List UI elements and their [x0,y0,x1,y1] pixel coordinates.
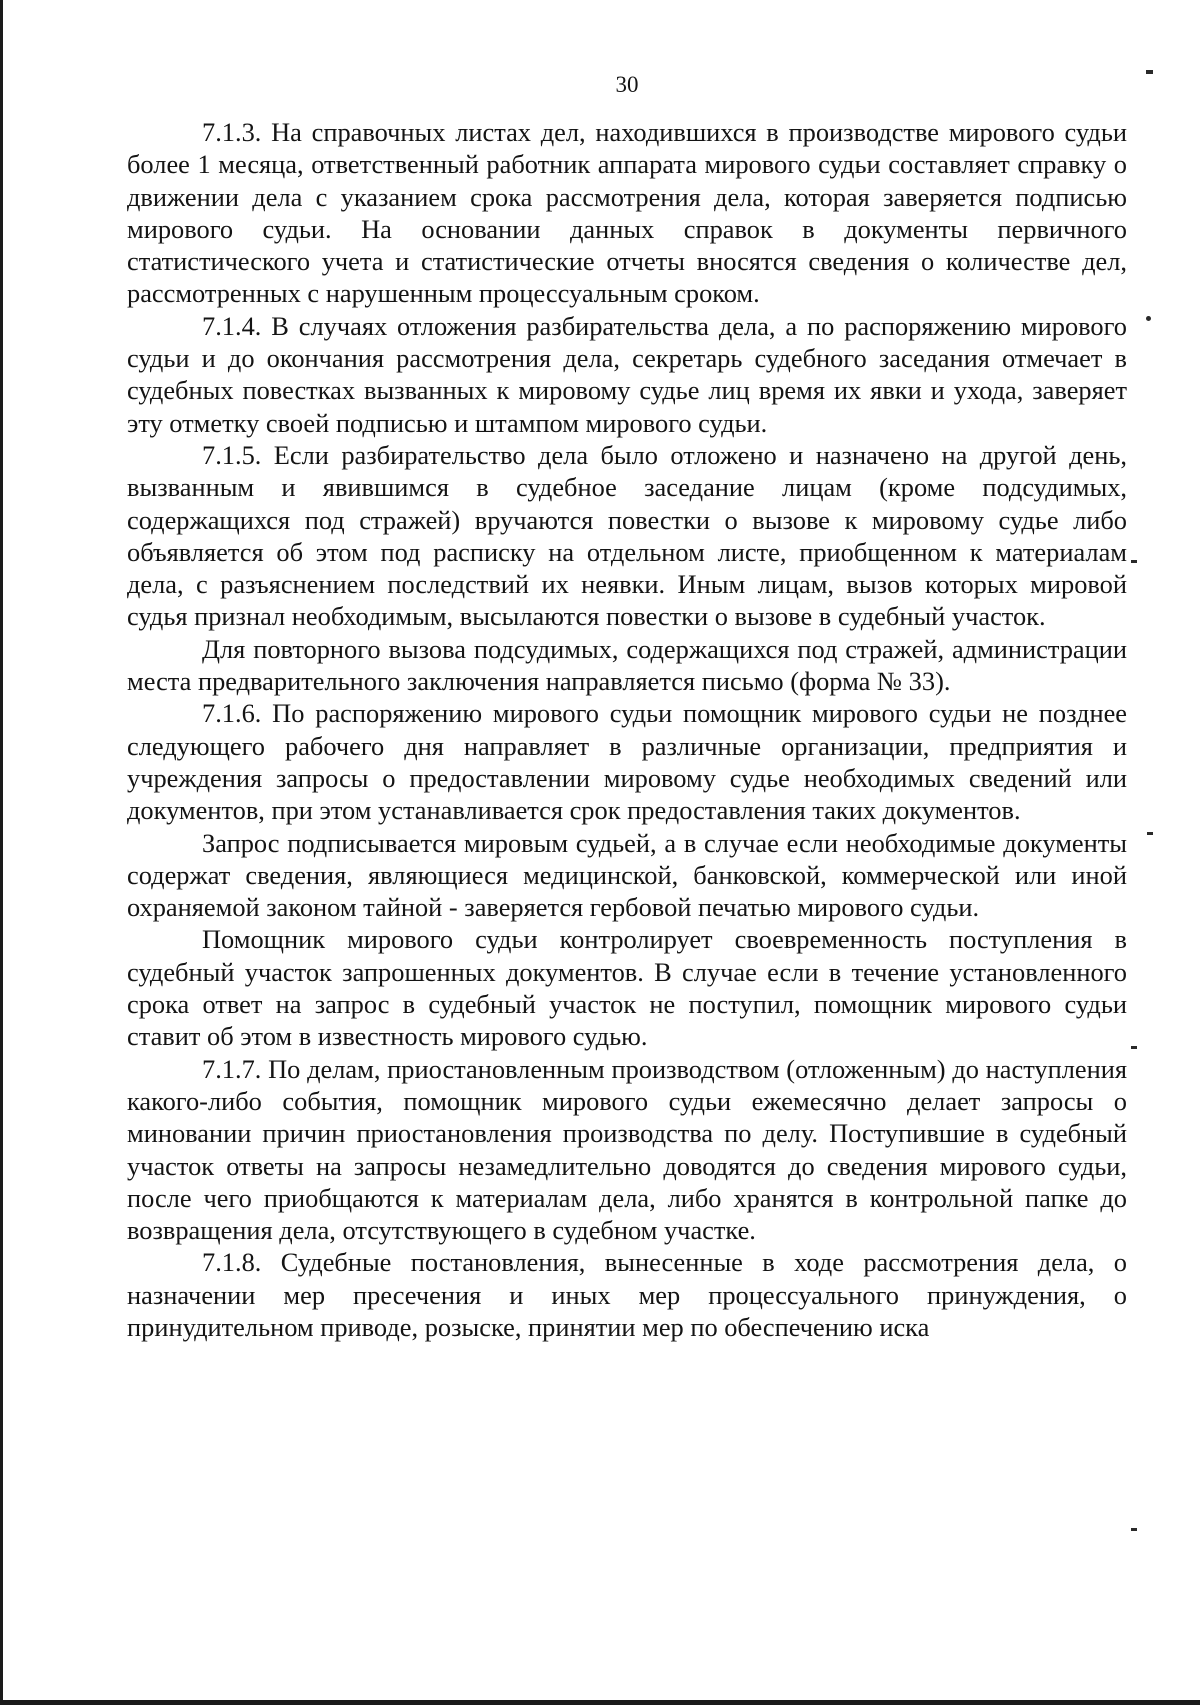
scan-mark [1131,1046,1137,1049]
paragraph-7-1-5: 7.1.5. Если разбирательство дела было отложено и назначено на другой день, вызванным и явившимся в судебное заседание лицам (кроме подсудимых, содержащихся под стражей) вручаются повестки о вызове к мировому судье либо объявляется об этом под расписку на отдельном листе, приобщенном к материалам дела, с разъяснением последствий их неявки. Иным лицам, вызов которых мировой судья признал необходимым, высылаются повестки о вызове в судебный участок. [127,439,1127,632]
scan-mark [1146,316,1151,321]
paragraph-7-1-3: 7.1.3. На справочных листах дел, находившихся в производстве мирового судьи более 1 месяца, ответственный работник аппарата мирового судьи составляет справку о движении дела с указанием срока рассмотрения дела, которая заверяется подписью мирового судьи. На основании данных справок в документы первичного статистического учета и статистические отчеты вносятся сведения о количестве дел, рассмотренных с нарушенным процессуальным сроком. [127,117,1127,309]
paragraph-7-1-6: 7.1.6. По распоряжению мирового судьи помощник мирового судьи не позднее следующего рабочего дня направляет в различные организации, предприятия и учреждения запросы о предоставлении мировому судье необходимых сведений или документов, при этом устанавливается срок предоставления таких документов. [127,698,1127,826]
scan-edge-bottom [0,1700,1200,1705]
scan-mark [1131,1528,1137,1531]
page-number: 30 [615,72,639,97]
paragraph-7-1-6-request: Запрос подписывается мировым судьей, а в случае если необходимые документы содержат сведения, являющиеся медицинской, банковской, коммерческой или иной охраняемой законом тайной - заверяется гербовой печатью мирового судьи. [127,827,1127,923]
document-body [127,116,1127,1343]
paragraph-7-1-5-continuation: Для повторного вызова подсудимых, содержащихся под стражей, администрации места предварительного заключения направляется письмо (форма № 33). [127,633,1127,697]
scan-edge-left [0,0,3,1705]
scan-mark [1131,560,1137,563]
paragraph-7-1-7: 7.1.7. По делам, приостановленным производством (отложенным) до наступления какого-либо события, помощник мирового судьи ежемесячно делает запросы о миновании причин приостановления производства по делу. Поступившие в судебный участок ответы на запросы незамедлительно доводятся до сведения мирового судьи, после чего приобщаются к материалам дела, либо хранятся в контрольной папке до возвращения дела, отсутствующего в судебном участке. [127,1053,1127,1246]
scan-mark [1146,70,1153,74]
paragraph-7-1-8: 7.1.8. Судебные постановления, вынесенные в ходе рассмотрения дела, о назначении мер пресечения и иных мер процессуального принуждения, о принудительном приводе, розыске, принятии мер по обеспечению иска [127,1247,1127,1342]
paragraph-7-1-6-control: Помощник мирового судьи контролирует своевременность поступления в судебный участок запрошенных документов. В случае если в течение установленного срока ответ на запрос в судебный участок не поступил, помощник мирового судьи ставит об этом в известность мирового судью. [127,924,1127,1052]
paragraph-7-1-4: 7.1.4. В случаях отложения разбирательства дела, а по распоряжению мирового судьи и до окончания рассмотрения дела, секретарь судебного заседания отмечает в судебных повестках вызванных к мировому судье лиц время их явки и ухода, заверяет эту отметку своей подписью и штампом мирового судьи. [127,310,1127,438]
scan-mark [1147,832,1153,835]
